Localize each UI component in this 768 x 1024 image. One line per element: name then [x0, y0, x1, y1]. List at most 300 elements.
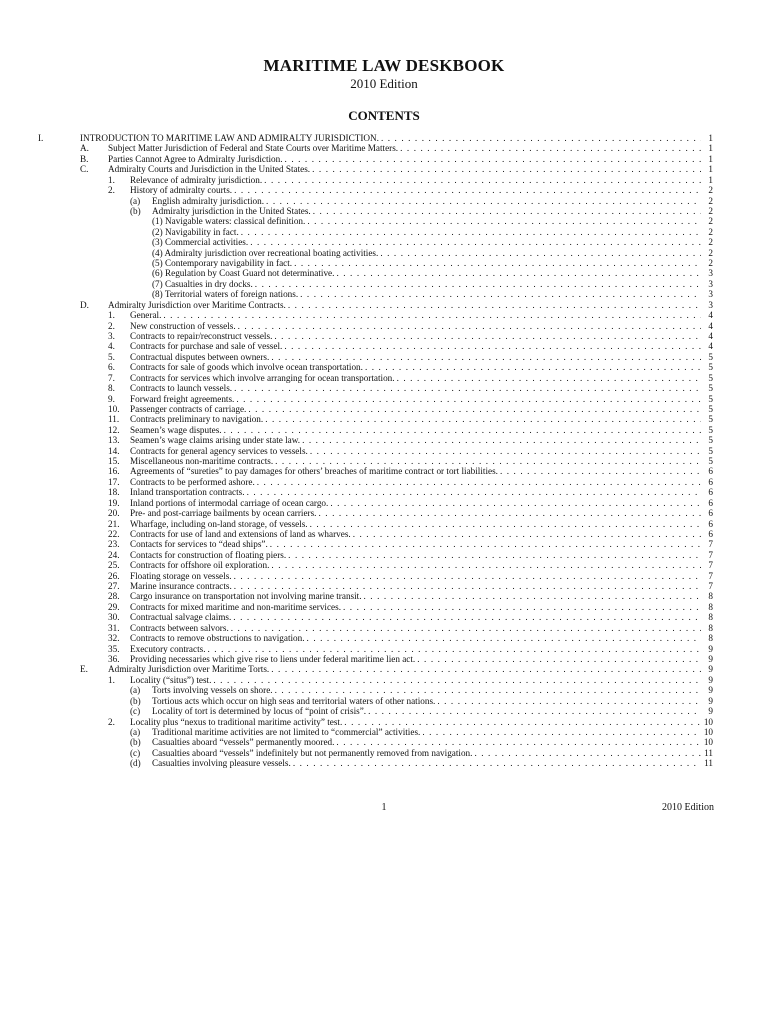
dot-leader: [222, 425, 701, 436]
toc-entry-page: 10: [703, 737, 713, 748]
toc-entry-page: 6: [708, 476, 713, 487]
toc-entry: [0, 133, 768, 144]
toc-entry-page: 6: [708, 466, 713, 477]
toc-entry: [0, 456, 768, 467]
toc-entry-page: 5: [708, 393, 713, 404]
toc-entry-title: Parties Cannot Agree to Admiralty Jurisdiction.: [108, 153, 283, 164]
toc-entry-page: 1: [708, 143, 713, 154]
toc-entry-title: (3) Commercial activities.: [152, 237, 249, 248]
toc-entry-title: Tortious acts which occur on high seas and territorial waters of other nations.: [152, 695, 436, 706]
footer-page-number: 1: [381, 802, 387, 813]
dot-leader: [262, 175, 701, 186]
toc-entry-page: 9: [708, 664, 713, 675]
dot-leader: [239, 227, 701, 238]
dot-leader: [328, 498, 701, 509]
dot-leader: [334, 737, 701, 748]
toc-entry-page: 3: [708, 289, 713, 300]
toc-entry-page: 3: [708, 299, 713, 310]
toc-entry-title: Contacts for services to “dead ships”.: [130, 539, 268, 550]
toc-entry-number: 4.: [108, 341, 115, 352]
toc-entry: [0, 591, 768, 602]
toc-entry-page: 8: [708, 633, 713, 644]
toc-entry-page: 5: [708, 435, 713, 446]
toc-entry-title: Admiralty Courts and Jurisdiction in the United States.: [108, 164, 311, 175]
toc-entry-title: Casualties involving pleasure vessels.: [152, 758, 291, 769]
toc-entry-page: 7: [708, 549, 713, 560]
toc-entry-page: 2: [708, 205, 713, 216]
toc-entry-title: (6) Regulation by Coast Guard not determinative.: [152, 268, 335, 279]
toc-entry-page: 3: [708, 268, 713, 279]
toc-entry: [0, 237, 768, 248]
toc-entry: [0, 737, 768, 748]
dot-leader: [286, 300, 701, 311]
toc-entry-number: 22.: [108, 528, 120, 539]
toc-entry-title: Contacts for construction of floating piers.: [130, 549, 287, 560]
toc-entry-page: 2: [708, 237, 713, 248]
toc-entry: [0, 446, 768, 457]
toc-entry: [0, 196, 768, 207]
toc-entry-number: 30.: [108, 612, 120, 623]
dot-leader: [282, 341, 701, 352]
toc-entry-page: 2: [708, 185, 713, 196]
toc-entry-number: 31.: [108, 622, 120, 633]
toc-entry-number: (c): [130, 747, 141, 758]
dot-leader: [311, 206, 701, 217]
dot-leader: [253, 279, 701, 290]
toc-entry: [0, 550, 768, 561]
toc-entry-title: Forward freight agreements.: [130, 393, 235, 404]
dot-leader: [291, 758, 701, 769]
toc-entry: [0, 633, 768, 644]
toc-entry-number: 1.: [108, 174, 115, 185]
dot-leader: [211, 675, 701, 686]
toc-entry-page: 2: [708, 195, 713, 206]
toc-entry-number: 9.: [108, 393, 115, 404]
toc-entry-number: 29.: [108, 601, 120, 612]
toc-entry: [0, 300, 768, 311]
toc-entry-page: 9: [708, 643, 713, 654]
toc-entry-title: Marine insurance contracts.: [130, 581, 232, 592]
toc-entry: [0, 414, 768, 425]
toc-entry-title: (5) Contemporary navigability in fact.: [152, 258, 293, 269]
dot-leader: [310, 164, 701, 175]
toc-entry: [0, 654, 768, 665]
toc-entry-number: 17.: [108, 476, 120, 487]
dot-leader: [341, 602, 701, 613]
toc-entry-page: 5: [708, 456, 713, 467]
dot-leader: [415, 654, 701, 665]
dot-leader: [351, 529, 701, 540]
toc-entry-page: 5: [708, 414, 713, 425]
toc-entry-title: Casualties aboard “vessels” indefinitely but not permanently removed from navigation.: [152, 747, 473, 758]
toc-entry-page: 6: [708, 508, 713, 519]
toc-entry-title: (1) Navigable waters: classical definition.: [152, 216, 306, 227]
toc-entry-page: 2: [708, 216, 713, 227]
dot-leader: [498, 466, 701, 477]
toc-entry-title: Executory contracts.: [130, 643, 206, 654]
toc-entry-title: Torts involving vessels on shore.: [152, 685, 273, 696]
toc-entry: [0, 623, 768, 634]
dot-leader: [268, 539, 701, 550]
toc-entry-title: Admiralty Jurisdiction over Maritime Torts.: [108, 664, 270, 675]
toc-entry-page: 5: [708, 403, 713, 414]
toc-entry-number: (a): [130, 726, 141, 737]
toc-entry-number: 15.: [108, 456, 120, 467]
toc-entry-number: 1.: [108, 674, 115, 685]
toc-entry-title: Locality (“situs”) test.: [130, 674, 212, 685]
toc-entry-page: 7: [708, 539, 713, 550]
toc-entry-title: Cargo insurance on transportation not involving marine transit.: [130, 591, 362, 602]
toc-entry-number: 12.: [108, 424, 120, 435]
toc-entry-number: 25.: [108, 560, 120, 571]
toc-entry-page: 5: [708, 383, 713, 394]
toc-entry-title: Seamen’s wage claims arising under state law.: [130, 435, 301, 446]
toc-entry-title: Wharfage, including on-land storage, of vessels.: [130, 518, 308, 529]
toc-entry-page: 9: [708, 654, 713, 664]
toc-entry: [0, 404, 768, 415]
toc-entry-page: 5: [708, 372, 713, 383]
toc-entry: [0, 602, 768, 613]
toc-entry-title: History of admiralty courts.: [130, 185, 233, 196]
toc-entry-title: (2) Navigability in fact.: [152, 226, 239, 237]
toc-entry: [0, 341, 768, 352]
toc-entry-number: D.: [80, 299, 89, 310]
toc-entry-title: Contracts between salvors.: [130, 622, 229, 633]
toc-entry: [0, 185, 768, 196]
toc-entry-title: Seamen’s wage disputes.: [130, 424, 222, 435]
toc-entry-title: Inland portions of intermodal carriage of ocean cargo.: [130, 497, 329, 508]
dot-leader: [366, 706, 701, 717]
toc-entry-number: 27.: [108, 581, 120, 592]
toc-entry-title: General.: [130, 310, 162, 321]
dot-leader: [342, 717, 701, 728]
toc-entry-title: Contracts for sale of goods which involve ocean transportation.: [130, 362, 363, 373]
toc-entry-page: 1: [708, 174, 713, 185]
toc-entry: [0, 717, 768, 728]
toc-entry-number: 36.: [108, 654, 120, 664]
dot-leader: [292, 258, 701, 269]
toc-entry-page: 5: [708, 362, 713, 373]
dot-leader: [298, 289, 701, 300]
toc-entry-title: Inland transportation contracts.: [130, 487, 245, 498]
toc-entry-title: Contractual disputes between owners.: [130, 351, 270, 362]
toc-entry: [0, 477, 768, 488]
toc-entry: [0, 164, 768, 175]
toc-entry-title: Contracts preliminary to navigation.: [130, 414, 264, 425]
toc-entry-page: 1: [708, 153, 713, 164]
dot-leader: [283, 154, 701, 165]
toc-entry: [0, 466, 768, 477]
dot-leader: [472, 748, 701, 759]
toc-entry: [0, 560, 768, 571]
toc-entry-page: 3: [708, 278, 713, 289]
toc-entry: [0, 425, 768, 436]
document-edition: 2010 Edition: [350, 76, 418, 91]
toc-entry-title: Contracts for purchase and sale of vessel.: [130, 341, 283, 352]
toc-entry: [0, 644, 768, 655]
toc-entry-number: 3.: [108, 330, 115, 341]
toc-entry-number: 1.: [108, 310, 115, 321]
toc-entry-page: 7: [708, 570, 713, 581]
toc-entry-page: 11: [704, 747, 713, 758]
dot-leader: [231, 612, 701, 623]
toc-entry-number: 2.: [108, 185, 115, 196]
toc-entry: [0, 435, 768, 446]
toc-entry-page: 4: [708, 310, 713, 321]
toc-entry-number: 13.: [108, 435, 120, 446]
toc-entry: [0, 362, 768, 373]
toc-entry: [0, 696, 768, 707]
toc-entry-title: Relevance of admiralty jurisdiction.: [130, 174, 263, 185]
toc-entry-title: English admiralty jurisdiction.: [152, 195, 265, 206]
toc-entry: [0, 612, 768, 623]
toc-entry-page: 9: [708, 695, 713, 706]
toc-entry: [0, 498, 768, 509]
dot-leader: [236, 321, 701, 332]
toc-entry-number: I.: [38, 133, 44, 143]
toc-entry-title: Contracts to be performed ashore.: [130, 476, 255, 487]
toc-entry-page: 9: [708, 706, 713, 717]
toc-entry-page: 2: [708, 258, 713, 269]
toc-entry: [0, 248, 768, 259]
toc-entry-number: 16.: [108, 466, 120, 477]
dot-leader: [308, 446, 701, 457]
dot-leader: [269, 560, 701, 571]
toc-entry-title: Floating storage on vessels.: [130, 570, 232, 581]
toc-entry-title: Traditional maritime activities are not limited to “commercial” activities.: [152, 726, 421, 737]
toc-entry: [0, 216, 768, 227]
dot-leader: [232, 185, 701, 196]
toc-entry-number: (a): [130, 195, 141, 206]
toc-entry-number: 14.: [108, 445, 120, 456]
toc-entry-page: 5: [708, 424, 713, 435]
toc-entry: [0, 206, 768, 217]
toc-entry: [0, 706, 768, 717]
toc-entry-number: A.: [80, 143, 89, 154]
toc-entry-page: 4: [708, 330, 713, 341]
toc-entry-number: 23.: [108, 539, 120, 550]
toc-entry: [0, 519, 768, 530]
toc-entry-title: INTRODUCTION TO MARITIME LAW AND ADMIRALTY JURISDICTION.: [80, 133, 379, 143]
dot-leader: [269, 664, 701, 675]
toc-entry: [0, 352, 768, 363]
dot-leader: [161, 310, 701, 321]
toc-entry-number: 7.: [108, 372, 115, 383]
toc-entry-title: Contractual salvage claims.: [130, 612, 232, 623]
toc-entry-number: 5.: [108, 351, 115, 362]
dot-leader: [286, 550, 701, 561]
toc-entry-title: Contracts to repair/reconstruct vessels.: [130, 330, 273, 341]
toc-entry-page: 8: [708, 612, 713, 623]
dot-leader: [300, 435, 701, 446]
toc-entry: [0, 539, 768, 550]
toc-entry: [0, 331, 768, 342]
toc-entry-page: 9: [708, 674, 713, 685]
dot-leader: [263, 414, 701, 425]
dot-leader: [379, 133, 701, 144]
toc-entry-page: 2: [708, 226, 713, 237]
toc-entry: [0, 664, 768, 675]
toc-entry: [0, 258, 768, 269]
toc-entry-number: B.: [80, 153, 89, 164]
toc-entry-page: 6: [708, 487, 713, 498]
toc-entry-page: 8: [708, 622, 713, 633]
toc-entry-page: 2: [708, 247, 713, 258]
toc-entry-title: Admiralty Jurisdiction over Maritime Contracts.: [108, 299, 286, 310]
toc-entry-title: Passenger contracts of carriage.: [130, 403, 247, 414]
toc-entry: [0, 394, 768, 405]
toc-entry-title: Admiralty jurisdiction in the United States.: [152, 205, 311, 216]
dot-leader: [229, 623, 701, 634]
toc-entry-title: Contracts for offshore oil exploration.: [130, 560, 270, 571]
dot-leader: [232, 383, 701, 394]
dot-leader: [206, 644, 701, 655]
toc-entry-page: 9: [708, 685, 713, 696]
toc-entry: [0, 727, 768, 738]
toc-entry-number: 35.: [108, 643, 120, 654]
toc-entry-page: 8: [708, 601, 713, 612]
toc-entry-title: Contracts for services which involve arranging for ocean transportation.: [130, 372, 395, 383]
toc-entry-number: 8.: [108, 383, 115, 394]
toc-entry-page: 6: [708, 497, 713, 508]
toc-entry: [0, 758, 768, 769]
toc-entry: [0, 373, 768, 384]
dot-leader: [269, 352, 701, 363]
toc-entry-page: 5: [708, 445, 713, 456]
toc-entry: [0, 143, 768, 154]
dot-leader: [398, 143, 701, 154]
toc-entry-page: 6: [708, 518, 713, 529]
toc-entry: [0, 383, 768, 394]
toc-entry-page: 1: [708, 164, 713, 175]
toc-entry: [0, 310, 768, 321]
toc-entry-page: 7: [708, 581, 713, 592]
toc-entry: [0, 685, 768, 696]
toc-entry-title: (8) Territorial waters of foreign nations.: [152, 289, 299, 300]
dot-leader: [308, 519, 701, 530]
toc-entry-page: 1: [708, 133, 713, 143]
dot-leader: [273, 456, 701, 467]
toc-entry-number: 11.: [108, 414, 120, 425]
toc-entry-number: 26.: [108, 570, 120, 581]
toc-entry: [0, 571, 768, 582]
toc-entry-page: 5: [708, 351, 713, 362]
toc-entry-number: (c): [130, 706, 141, 717]
dot-leader: [363, 362, 701, 373]
dot-leader: [378, 248, 701, 259]
toc-entry: [0, 748, 768, 759]
toc-entry-number: 19.: [108, 497, 120, 508]
contents-heading: CONTENTS: [348, 108, 420, 123]
dot-leader: [248, 237, 701, 248]
toc-entry-page: 10: [703, 726, 713, 737]
toc-entry-number: (b): [130, 695, 141, 706]
dot-leader: [264, 196, 701, 207]
toc-entry-number: (b): [130, 737, 141, 748]
toc-entry-number: (b): [130, 205, 141, 216]
dot-leader: [316, 508, 701, 519]
toc-entry-title: Locality plus “nexus to traditional maritime activity” test.: [130, 716, 343, 727]
dot-leader: [255, 477, 701, 488]
toc-entry: [0, 508, 768, 519]
toc-entry-title: Contracts to remove obstructions to navigation.: [130, 633, 305, 644]
toc-entry-number: 21.: [108, 518, 120, 529]
dot-leader: [435, 696, 701, 707]
toc-entry: [0, 487, 768, 498]
dot-leader: [234, 394, 701, 405]
dot-leader: [395, 373, 701, 384]
toc-entry-page: 7: [708, 560, 713, 571]
toc-entry-number: 2.: [108, 320, 115, 331]
toc-entry-page: 6: [708, 528, 713, 539]
dot-leader: [232, 581, 701, 592]
footer-edition: 2010 Edition: [662, 802, 714, 813]
toc-entry: [0, 279, 768, 290]
toc-entry-number: 24.: [108, 549, 120, 560]
toc-entry-page: 4: [708, 341, 713, 352]
toc-entry: [0, 675, 768, 686]
toc-entry-title: Miscellaneous non-maritime contracts.: [130, 456, 274, 467]
dot-leader: [273, 685, 701, 696]
toc-entry-number: C.: [80, 164, 89, 175]
dot-leader: [334, 268, 701, 279]
toc-entry-page: 10: [703, 716, 713, 727]
toc-entry: [0, 289, 768, 300]
toc-entry-title: Pre- and post-carriage bailments by ocean carriers.: [130, 508, 317, 519]
toc-entry: [0, 268, 768, 279]
toc-entry-title: Agreements of “sureties” to pay damages for others’ breaches of maritime contract or tort liabilities.: [130, 466, 498, 477]
dot-leader: [362, 591, 701, 602]
toc-entry-title: Contracts for general agency services to vessels.: [130, 445, 308, 456]
toc-entry-title: Subject Matter Jurisdiction of Federal and State Courts over Maritime Matters.: [108, 143, 399, 154]
toc-entry: [0, 154, 768, 165]
toc-entry-title: Providing necessaries which give rise to liens under federal maritime lien act.: [130, 654, 416, 664]
toc-entry-title: Locality of tort is determined by locus of “point of crisis”.: [152, 706, 367, 717]
dot-leader: [420, 727, 701, 738]
toc-entry: [0, 529, 768, 540]
dot-leader: [232, 571, 701, 582]
toc-entry: [0, 227, 768, 238]
dot-leader: [305, 633, 701, 644]
toc-entry-number: 18.: [108, 487, 120, 498]
toc-entry-number: 6.: [108, 362, 115, 373]
toc-entry-number: (a): [130, 685, 141, 696]
toc-entry-page: 4: [708, 320, 713, 331]
toc-entry: [0, 581, 768, 592]
toc-entry-title: Contracts to launch vessels.: [130, 383, 233, 394]
toc-entry-page: 11: [704, 758, 713, 769]
toc-entry-title: (4) Admiralty jurisdiction over recreational boating activities.: [152, 247, 379, 258]
toc-entry-number: 2.: [108, 716, 115, 727]
toc-entry-number: E.: [80, 664, 88, 675]
toc-entry-title: Contracts for mixed maritime and non-maritime services.: [130, 601, 341, 612]
toc-entry: [0, 175, 768, 186]
document-title: MARITIME LAW DESKBOOK: [263, 56, 505, 75]
toc-entry-title: New construction of vessels.: [130, 320, 236, 331]
toc-entry-number: 28.: [108, 591, 120, 602]
toc-entry-title: Contracts for use of land and extensions of land as wharves.: [130, 528, 351, 539]
dot-leader: [305, 216, 701, 227]
toc-entry: [0, 321, 768, 332]
dot-leader: [246, 404, 701, 415]
toc-entry-title: Casualties aboard “vessels” permanently moored.: [152, 737, 335, 748]
dot-leader: [245, 487, 701, 498]
toc-entry-number: 32.: [108, 633, 120, 644]
toc-entry-number: 20.: [108, 508, 120, 519]
dot-leader: [272, 331, 701, 342]
toc-entry-page: 8: [708, 591, 713, 602]
toc-entry-title: (7) Casualties in dry docks.: [152, 278, 253, 289]
